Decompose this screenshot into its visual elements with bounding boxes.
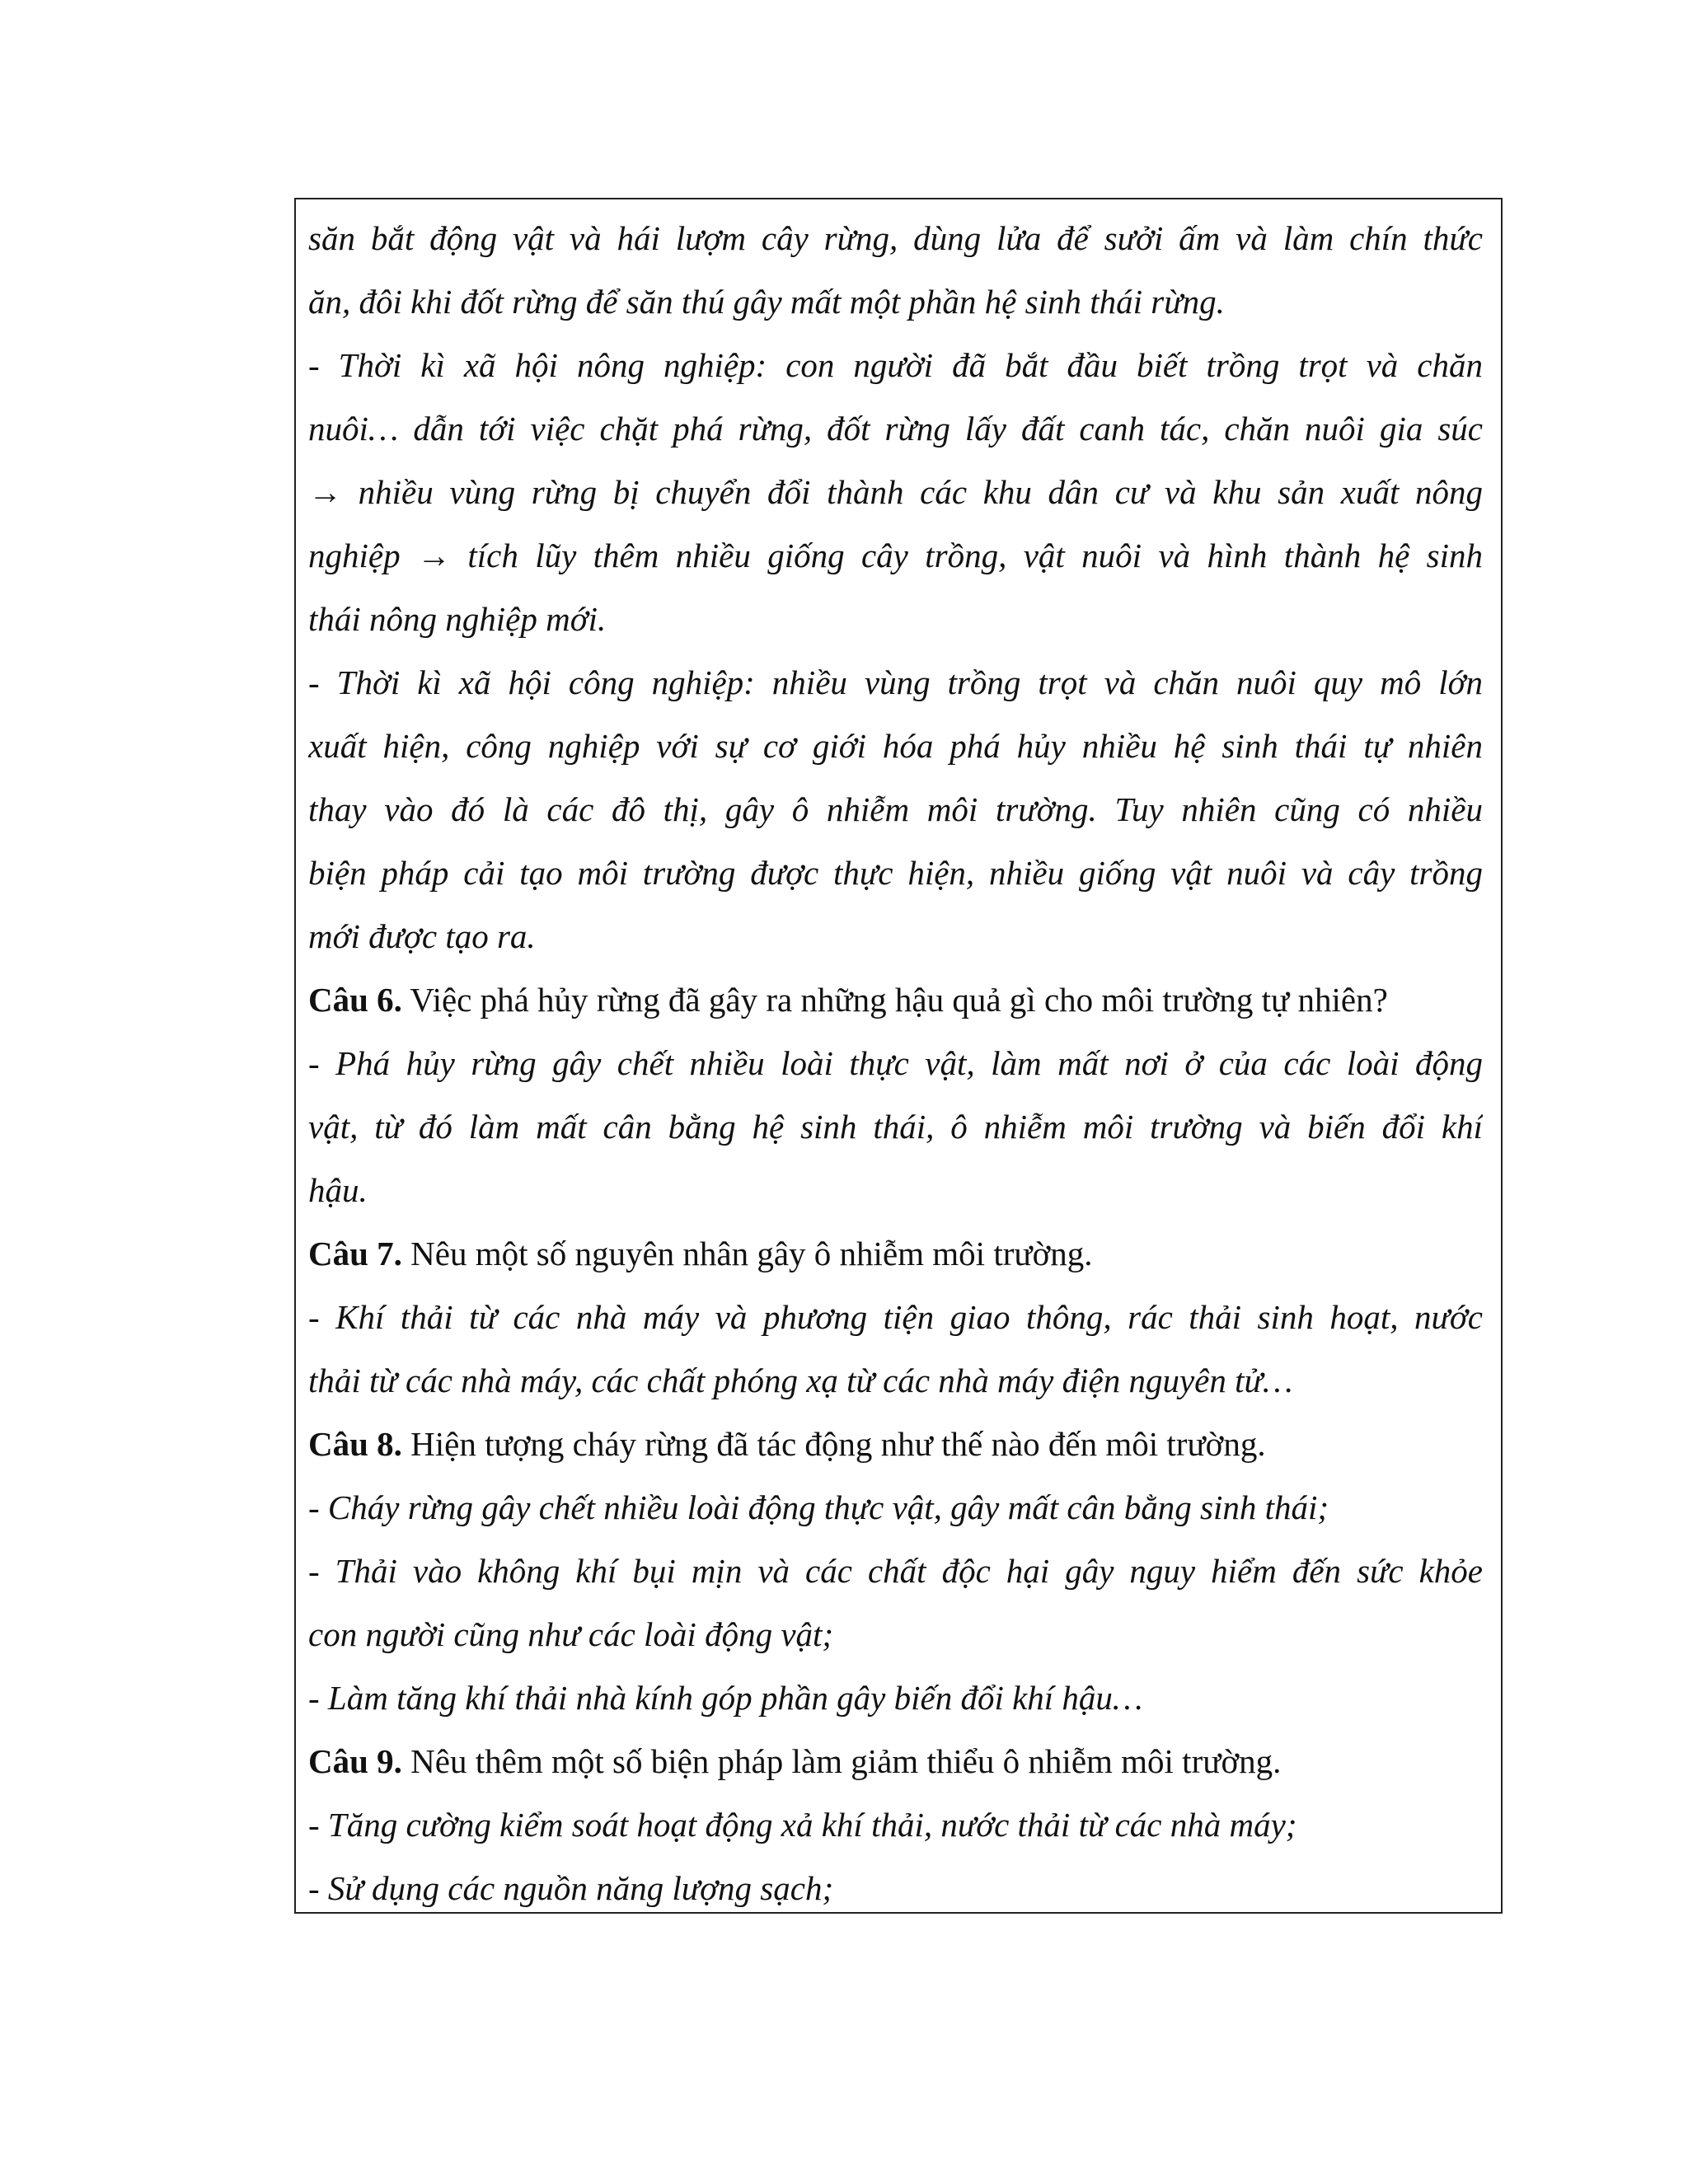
question-label: Câu 6. xyxy=(308,981,402,1019)
answer-line: - Sử dụng các nguồn năng lượng sạch; xyxy=(308,1869,834,1907)
answer-line: thái nông nghiệp mới. xyxy=(308,600,607,638)
answer-box xyxy=(294,198,1503,1914)
answer-line: xuất hiện, công nghiệp với sự cơ giới hóa phá hủy nhiều hệ sinh thái tự nhiên xyxy=(308,727,1483,765)
answer-line: thay vào đó là các đô thị, gây ô nhiễm môi trường. Tuy nhiên cũng có nhiều xyxy=(308,790,1483,828)
question-label: Câu 7. xyxy=(308,1235,402,1272)
question-label: Câu 9. xyxy=(308,1742,402,1780)
answer-line: - Làm tăng khí thải nhà kính góp phần gây biến đổi khí hậu… xyxy=(308,1679,1143,1717)
answer-line: - Thời kì xã hội công nghiệp: nhiều vùng trồng trọt và chăn nuôi quy mô lớn xyxy=(308,663,1483,701)
answer-line: ăn, đôi khi đốt rừng để săn thú gây mất một phần hệ sinh thái rừng. xyxy=(308,283,1225,321)
answer-line: săn bắt động vật và hái lượm cây rừng, dùng lửa để sưởi ấm và làm chín thức xyxy=(308,219,1483,257)
answer-line: nghiệp → tích lũy thêm nhiều giống cây trồng, vật nuôi và hình thành hệ sinh xyxy=(308,537,1483,574)
question-text: Nêu thêm một số biện pháp làm giảm thiểu ô nhiễm môi trường. xyxy=(401,1742,1282,1780)
answer-line: - Tăng cường kiểm soát hoạt động xả khí thải, nước thải từ các nhà máy; xyxy=(308,1806,1297,1844)
answer-line: hậu. xyxy=(308,1171,368,1209)
question-line xyxy=(308,968,1483,1032)
document-content xyxy=(308,207,1483,1914)
answer-line: vật, từ đó làm mất cân bằng hệ sinh thái, ô nhiễm môi trường và biến đổi khí xyxy=(308,1108,1483,1146)
answer-line: - Phá hủy rừng gây chết nhiều loài thực vật, làm mất nơi ở của các loài động xyxy=(308,1044,1483,1082)
answer-line: thải từ các nhà máy, các chất phóng xạ từ các nhà máy điện nguyên tử… xyxy=(308,1361,1293,1399)
answer-line: - Thải vào không khí bụi mịn và các chất độc hại gây nguy hiểm đến sức khỏe xyxy=(308,1552,1483,1590)
answer-line: → nhiều vùng rừng bị chuyển đổi thành các khu dân cư và khu sản xuất nông xyxy=(308,473,1483,511)
answer-line: con người cũng như các loài động vật; xyxy=(308,1615,834,1653)
answer-line: - Khí thải từ các nhà máy và phương tiện giao thông, rác thải sinh hoạt, nước xyxy=(308,1298,1483,1336)
question-label: Câu 8. xyxy=(308,1425,402,1463)
answer-line: nuôi… dẫn tới việc chặt phá rừng, đốt rừng lấy đất canh tác, chăn nuôi gia súc xyxy=(308,410,1483,448)
question-text: Hiện tượng cháy rừng đã tác động như thế nào đến môi trường. xyxy=(401,1425,1266,1463)
question-text: Nêu một số nguyên nhân gây ô nhiễm môi trường. xyxy=(401,1235,1093,1272)
answer-line: - Thời kì xã hội nông nghiệp: con người đã bắt đầu biết trồng trọt và chăn xyxy=(308,346,1483,384)
question-line xyxy=(308,1222,1483,1286)
answer-line: mới được tạo ra. xyxy=(308,917,536,955)
question-line xyxy=(308,1413,1483,1476)
question-text: Việc phá hủy rừng đã gây ra những hậu quả gì cho môi trường tự nhiên? xyxy=(401,981,1388,1019)
question-line xyxy=(308,1730,1483,1793)
answer-line: - Cháy rừng gây chết nhiều loài động thực vật, gây mất cân bằng sinh thái; xyxy=(308,1488,1329,1526)
answer-line: biện pháp cải tạo môi trường được thực hiện, nhiều giống vật nuôi và cây trồng xyxy=(308,854,1483,892)
